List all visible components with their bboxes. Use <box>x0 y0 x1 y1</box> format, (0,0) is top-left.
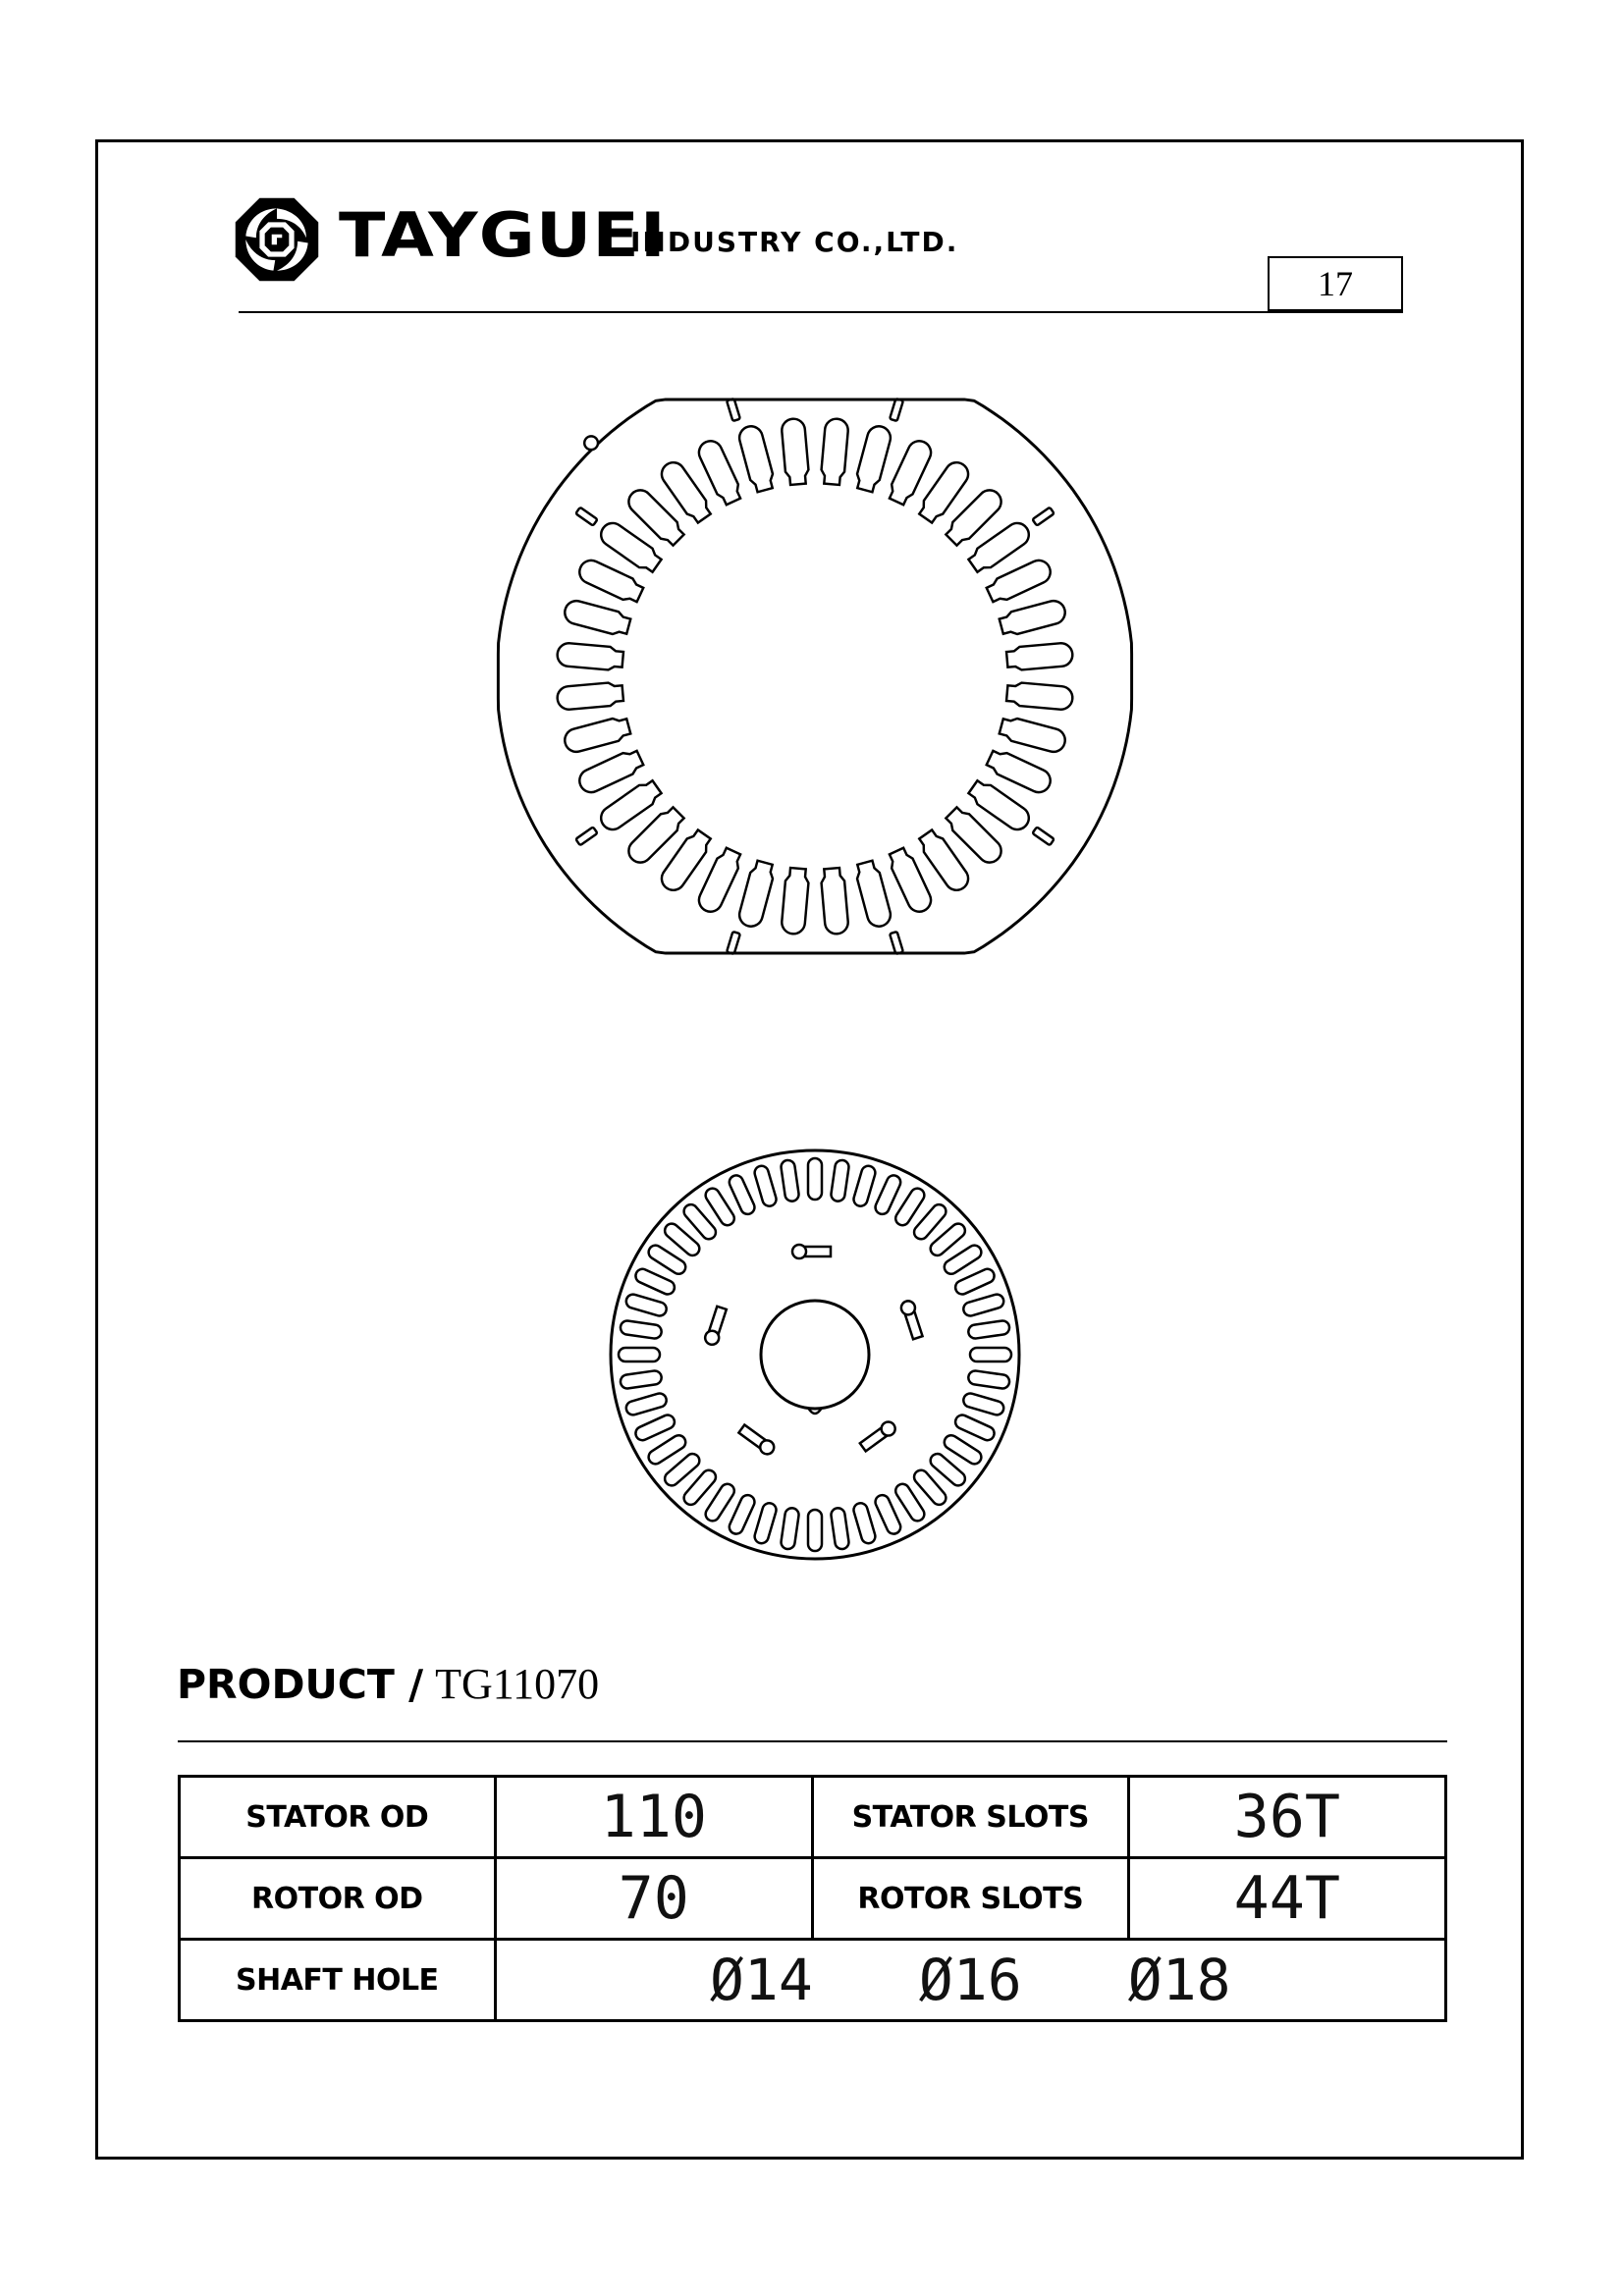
rotor-slots-label: ROTOR SLOTS <box>812 1858 1128 1940</box>
shaft-hole-value: Ø14 <box>710 1947 813 2013</box>
octagon-swirl-logo-icon <box>234 196 320 283</box>
rotor-slots-value: 44T <box>1128 1858 1445 1940</box>
spec-table <box>178 1775 1447 2022</box>
table-row <box>180 1777 1446 1858</box>
shaft-hole-value: Ø18 <box>1127 1947 1231 2013</box>
rotor-lamination-drawing <box>599 1139 1031 1571</box>
shaft-hole-label: SHAFT HOLE <box>180 1940 496 2021</box>
stator-slots-label: STATOR SLOTS <box>812 1777 1128 1858</box>
header-divider <box>239 311 1403 313</box>
shaft-hole-value: Ø16 <box>918 1947 1022 2013</box>
product-code: TG11070 <box>435 1660 600 1708</box>
table-row <box>180 1858 1446 1940</box>
product-heading <box>177 1655 599 1724</box>
table-row <box>180 1940 1446 2021</box>
stator-slots-value: 36T <box>1128 1777 1445 1858</box>
rotor-od-label: ROTOR OD <box>180 1858 496 1940</box>
product-label: PRODUCT / <box>177 1661 424 1708</box>
rotor-od-value: 70 <box>495 1858 812 1940</box>
shaft-hole-values <box>495 1940 1445 2021</box>
stator-od-label: STATOR OD <box>180 1777 496 1858</box>
stator-lamination-drawing <box>487 348 1143 1004</box>
product-divider <box>178 1740 1447 1742</box>
page-number: 17 <box>1268 256 1403 311</box>
company-name: INDUSTRY CO.,LTD. <box>630 226 959 258</box>
brand-name: TAYGUEI <box>339 199 667 271</box>
stator-od-value: 110 <box>495 1777 812 1858</box>
